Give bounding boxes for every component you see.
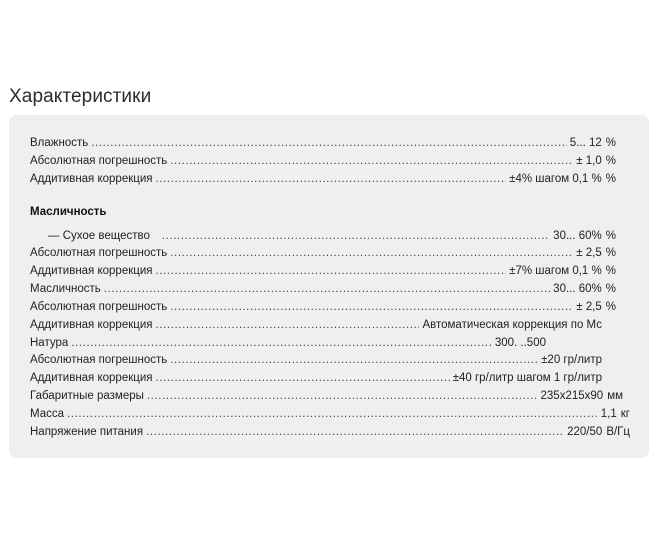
leader-dots xyxy=(156,172,507,187)
spec-row xyxy=(30,282,616,297)
section-heading: Характеристики xyxy=(9,86,152,107)
spec-row xyxy=(30,318,602,333)
spec-label: Габаритные размеры xyxy=(30,390,144,402)
leader-dots xyxy=(104,282,550,297)
spec-row xyxy=(30,425,630,440)
spec-value: ± 2,5 xyxy=(576,247,602,259)
spec-row xyxy=(30,371,602,386)
spec-label: Масличность xyxy=(30,283,101,295)
spec-unit: % xyxy=(605,247,616,259)
spec-value: 1,1 xyxy=(600,408,617,420)
spec-unit: % xyxy=(605,265,616,277)
spec-unit: кг xyxy=(620,408,630,420)
spec-label: Натура xyxy=(30,337,69,349)
spec-label: Масса xyxy=(30,408,65,420)
spec-value: 300. ..500 xyxy=(494,337,546,349)
spec-unit: % xyxy=(605,301,616,313)
leader-dots xyxy=(170,353,538,368)
spec-value: ± 1,0 xyxy=(576,155,602,167)
leader-dots xyxy=(156,318,420,333)
spec-value: Автоматическая коррекция по Мс xyxy=(422,319,602,331)
spec-value: ±20 гр/литр xyxy=(541,354,602,366)
spec-label: Влажность xyxy=(30,137,89,149)
leader-dots xyxy=(162,229,550,244)
spec-value: ±7% шагом 0,1 % xyxy=(509,265,602,277)
spec-label: Абсолютная погрешность xyxy=(30,247,168,259)
spec-value: 30... 60% xyxy=(553,230,602,242)
spec-row xyxy=(48,229,616,244)
spec-unit: % xyxy=(605,173,616,185)
leader-dots xyxy=(170,154,573,169)
spec-value: ±4% шагом 0,1 % xyxy=(509,173,602,185)
spec-row xyxy=(30,407,630,422)
spec-label: Аддитивная коррекция xyxy=(30,319,153,331)
leader-dots xyxy=(156,264,507,279)
spec-value: ± 2,5 xyxy=(576,301,602,313)
spec-label: Аддитивная коррекция xyxy=(30,265,153,277)
leader-dots xyxy=(156,371,450,386)
spec-value: ±40 гр/литр шагом 1 гр/литр xyxy=(452,372,602,384)
spec-row xyxy=(30,154,616,169)
spec-value: 30... 60% xyxy=(553,283,602,295)
spec-row xyxy=(30,264,616,279)
spec-unit: % xyxy=(605,155,616,167)
spec-label: — Сухое вещество xyxy=(48,230,150,242)
leader-dots xyxy=(147,389,538,404)
leader-dots xyxy=(91,136,567,151)
spec-unit: В/Гц xyxy=(606,426,630,438)
spec-unit: % xyxy=(605,230,616,242)
spec-label: Аддитивная коррекция xyxy=(30,173,153,185)
spec-row xyxy=(30,172,616,187)
leader-dots xyxy=(170,246,573,261)
spec-value: 235x215x90 xyxy=(540,390,604,402)
spec-label: Напряжение питания xyxy=(30,426,144,438)
leader-dots xyxy=(170,300,573,315)
spec-row xyxy=(30,336,546,351)
section-title: Масличность xyxy=(30,206,107,218)
spec-label: Абсолютная погрешность xyxy=(30,301,168,313)
spec-row xyxy=(30,300,616,315)
spec-unit: мм xyxy=(607,390,623,402)
spec-row xyxy=(30,136,616,151)
spec-label: Аддитивная коррекция xyxy=(30,372,153,384)
spec-unit: % xyxy=(605,137,616,149)
spec-row xyxy=(30,389,623,404)
spec-row xyxy=(30,246,616,261)
spec-label: Абсолютная погрешность xyxy=(30,354,168,366)
spec-value: 5... 12 xyxy=(569,137,602,149)
spec-unit: % xyxy=(605,283,616,295)
spec-row xyxy=(30,353,602,368)
leader-dots xyxy=(67,407,598,422)
leader-dots xyxy=(71,336,492,351)
leader-dots xyxy=(146,425,564,440)
spec-value: 220/50 xyxy=(567,426,603,438)
spec-label: Абсолютная погрешность xyxy=(30,155,168,167)
